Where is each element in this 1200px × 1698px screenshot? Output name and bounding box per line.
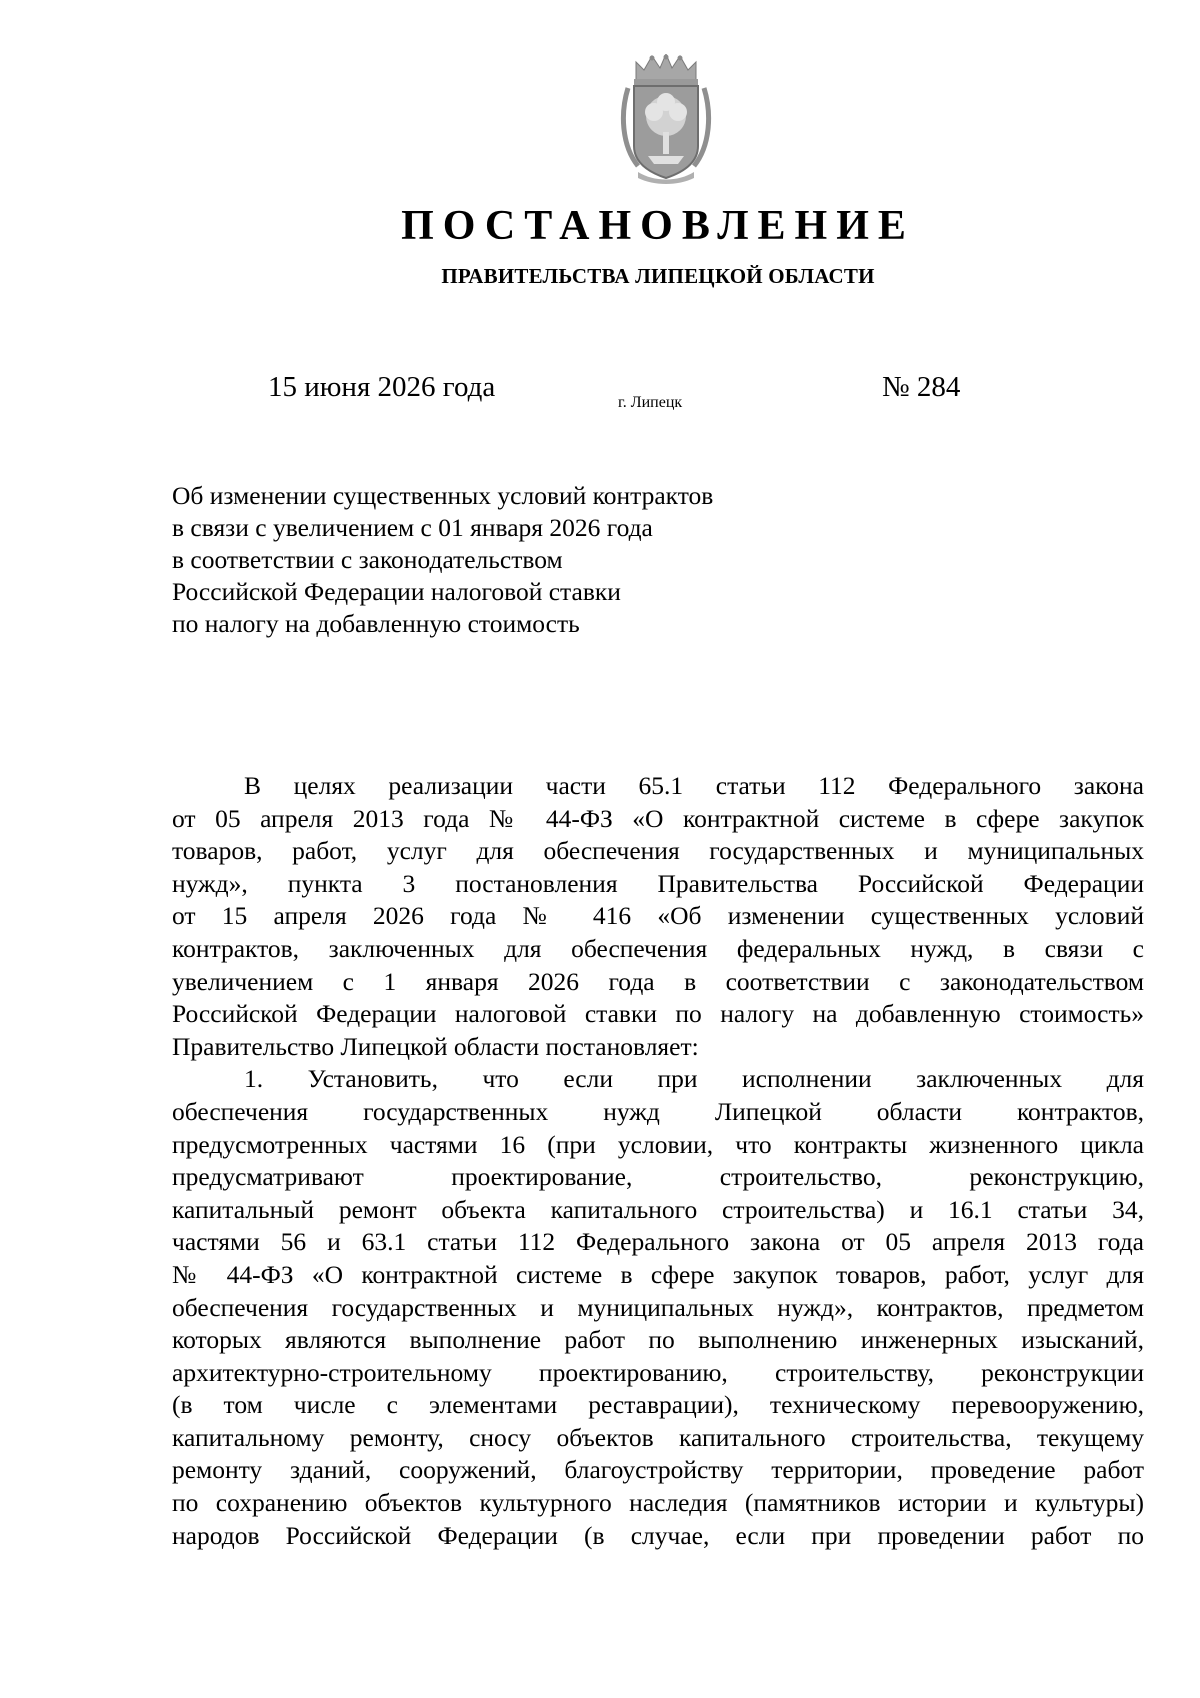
subject-line: в соответствии с законодательством [172, 545, 563, 574]
body-line: частями 56 и 63.1 статьи 112 Федерального закона от 05 апреля 2013 года [172, 1227, 1144, 1257]
body-line: обеспечения государственных нужд Липецкой области контрактов, [172, 1096, 1144, 1126]
body-line: ремонту зданий, сооружений, благоустройству территории, проведение работ [172, 1455, 1144, 1485]
document-subtitle: ПРАВИТЕЛЬСТВА ЛИПЕЦКОЙ ОБЛАСТИ [441, 264, 875, 288]
subject-line: по налогу на добавленную стоимость [172, 609, 580, 638]
body-line: предусматривают проектирование, строительство, реконструкцию, [172, 1162, 1144, 1192]
body-line: предусмотренных частями 16 (при условии, что контракты жизненного цикла [172, 1129, 1144, 1159]
body-line: которых являются выполнение работ по выполнению инженерных изысканий, [172, 1325, 1144, 1355]
body-line: № 44-ФЗ «О контрактной системе в сфере закупок товаров, работ, услуг для [172, 1259, 1144, 1289]
body-line: нужд», пункта 3 постановления Правительства Российской Федерации [172, 868, 1144, 898]
body-line: Российской Федерации налоговой ставки по налогу на добавленную стоимость» [172, 999, 1144, 1029]
document-body [172, 770, 1144, 1552]
subject-line: в связи с увеличением с 01 января 2026 года [172, 513, 653, 542]
body-line: увеличением с 1 января 2026 года в соответствии с законодательством [172, 966, 1144, 996]
body-line: товаров, работ, услуг для обеспечения государственных и муниципальных [172, 836, 1144, 866]
body-line: от 15 апреля 2026 года № 416 «Об изменении существенных условий [172, 901, 1144, 931]
body-line: капитальный ремонт объекта капитального строительства) и 16.1 статьи 34, [172, 1194, 1144, 1224]
body-line: 1. Установить, что если при исполнении заключенных для [244, 1064, 1144, 1094]
document-city: г. Липецк [618, 394, 683, 411]
subject-line: Об изменении существенных условий контрактов [172, 481, 714, 510]
body-line: (в том числе с элементами реставрации), техническому перевооружению, [172, 1390, 1144, 1420]
body-line: капитальному ремонту, сносу объектов капитального строительства, текущему [172, 1422, 1144, 1452]
body-line: Правительство Липецкой области постановляет: [172, 1031, 699, 1061]
body-line: В целях реализации части 65.1 статьи 112 Федерального закона [244, 771, 1144, 800]
document-number: № 284 [882, 371, 961, 403]
document-date: 15 июня 2026 года [268, 371, 496, 403]
document-title: ПОСТАНОВЛЕНИЕ [401, 203, 915, 249]
body-line: по сохранению объектов культурного наследия (памятников истории и культуры) [172, 1488, 1144, 1518]
body-line: от 05 апреля 2013 года № 44-ФЗ «О контрактной системе в сфере закупок [172, 803, 1144, 833]
body-line: обеспечения государственных и муниципальных нужд», контрактов, предметом [172, 1292, 1144, 1322]
coat-of-arms-icon [618, 54, 714, 186]
body-line: контрактов, заключенных для обеспечения федеральных нужд, в связи с [172, 933, 1144, 963]
document-subject [172, 480, 872, 640]
body-line: архитектурно-строительному проектированию, строительству, реконструкции [172, 1357, 1144, 1387]
subject-line: Российской Федерации налоговой ставки [172, 577, 621, 606]
body-line: народов Российской Федерации (в случае, если при проведении работ по [172, 1520, 1144, 1550]
